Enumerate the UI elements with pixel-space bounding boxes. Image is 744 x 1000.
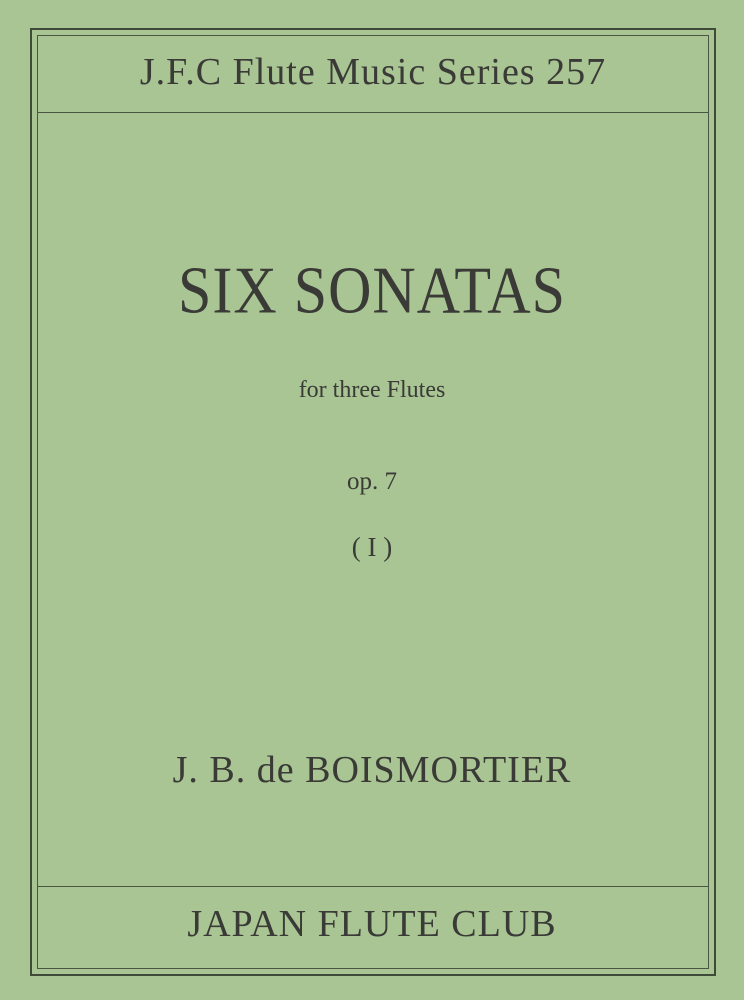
volume-number: ( I ) bbox=[351, 532, 393, 562]
publisher-name: JAPAN FLUTE CLUB bbox=[187, 903, 557, 945]
inner-border-frame bbox=[37, 35, 709, 969]
opus-number: op. 7 bbox=[347, 468, 397, 495]
footer-divider bbox=[37, 886, 709, 887]
composer-name: J. B. de BOISMORTIER bbox=[172, 749, 572, 791]
series-header: J.F.C Flute Music Series 257 bbox=[139, 51, 607, 93]
cover-title: SIX SONATAS bbox=[178, 253, 566, 328]
header-divider bbox=[37, 112, 709, 113]
instrumentation-subtitle: for three Flutes bbox=[298, 377, 446, 403]
